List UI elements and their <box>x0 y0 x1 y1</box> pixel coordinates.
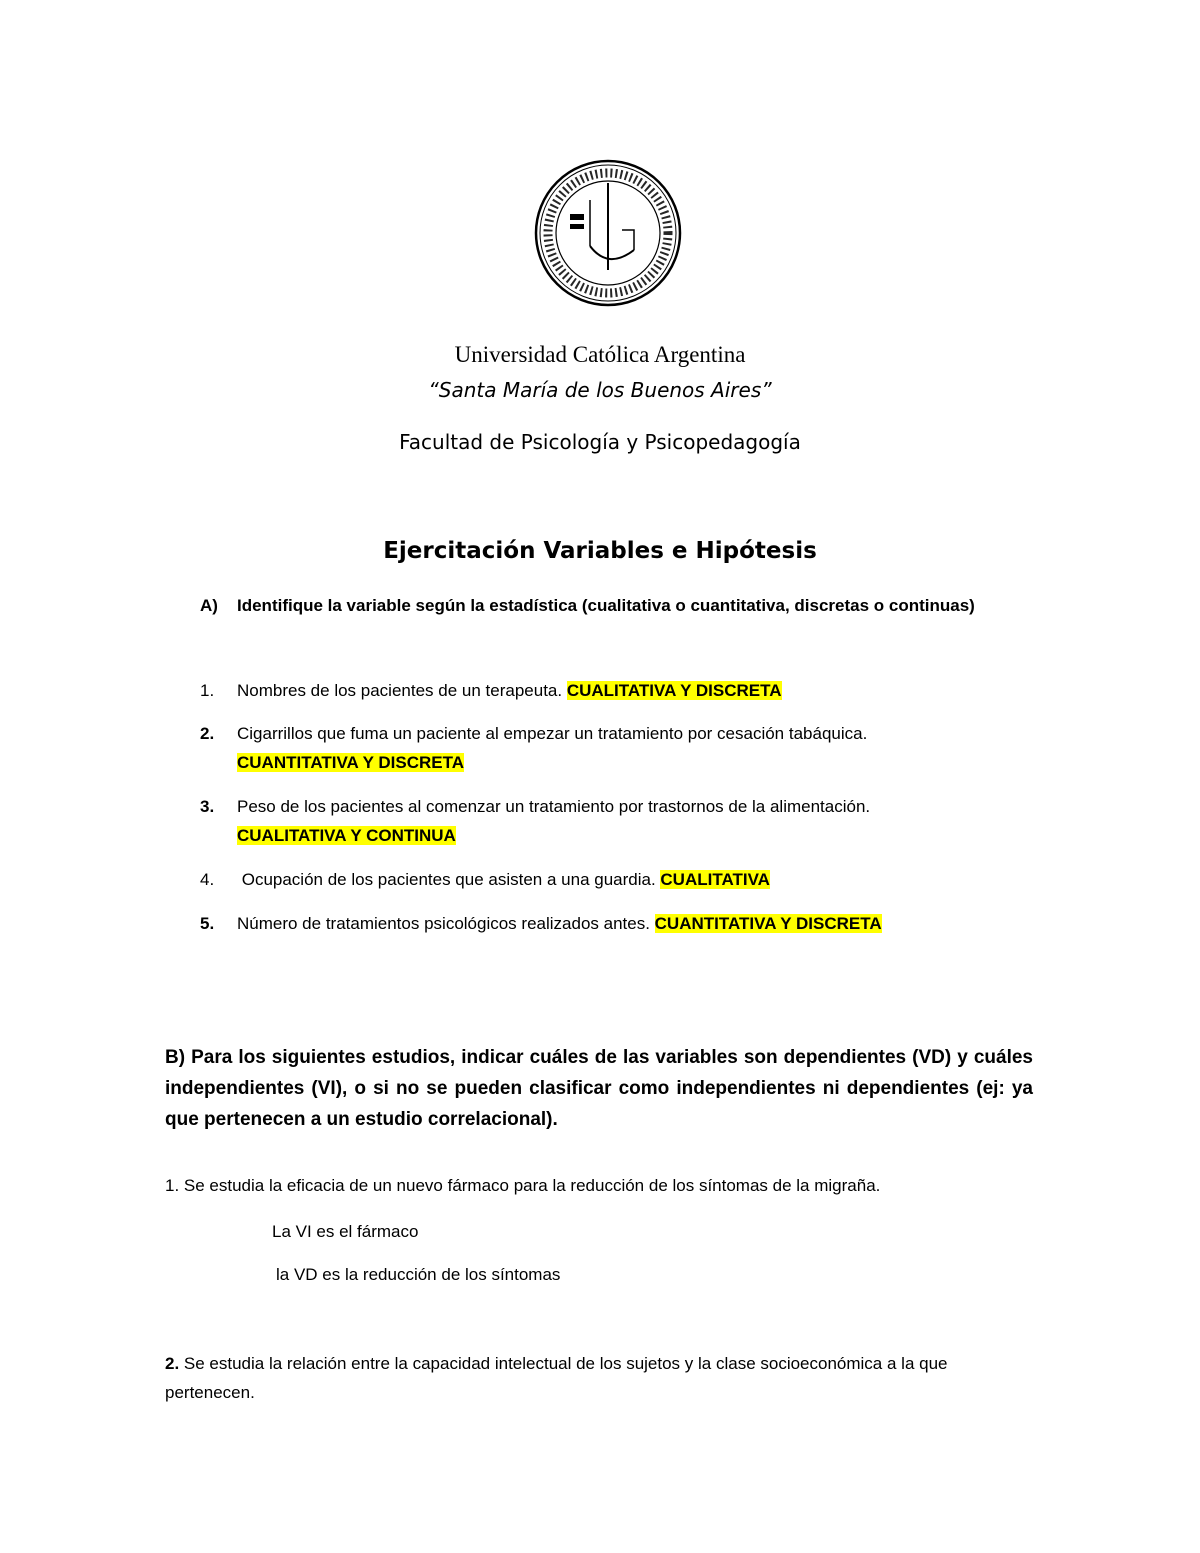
study-1-text: Se estudia la eficacia de un nuevo fármaco para la reducción de los síntomas de la migraña. <box>179 1176 881 1195</box>
item-number: 4. <box>200 870 215 889</box>
section-b-instruction: B) Para los siguientes estudios, indicar cuáles de las variables son dependientes (VD) y cuáles independientes (VI), o si no se pueden clasificar como independientes ni dependientes (ej: ya que pertenecen a un estudio correlacional). <box>165 1047 1033 1130</box>
study-1-number: 1. <box>165 1176 180 1195</box>
faculty-name: Facultad de Psicología y Psicopedagogía <box>399 430 801 454</box>
university-seal <box>530 158 686 308</box>
list-item <box>200 865 1000 894</box>
item-answer: CUALITATIVA Y DISCRETA <box>566 681 782 700</box>
item-number: 3. <box>200 797 215 816</box>
study-1 <box>165 1173 1065 1199</box>
study-1-vi: La VI es el fármaco <box>272 1222 419 1241</box>
study-2-number: 2. <box>165 1354 180 1373</box>
item-text: Ocupación de los pacientes que asisten a una guardia. <box>237 870 661 889</box>
item-answer: CUALITATIVA Y CONTINUA <box>237 826 456 845</box>
document-title: Ejercitación Variables e Hipótesis <box>383 538 817 564</box>
item-text: Peso de los pacientes al comenzar un tratamiento por trastornos de la alimentación. <box>237 797 871 816</box>
item-answer: CUANTITATIVA Y DISCRETA <box>654 914 882 933</box>
list-item <box>200 719 1000 777</box>
item-number: 2. <box>200 724 215 743</box>
study-2-text: Se estudia la relación entre la capacidad intelectual de los sujetos y la clase socioeconómica a la que pertenecen. <box>165 1354 948 1402</box>
item-number: 1. <box>200 681 215 700</box>
item-answer: CUALITATIVA <box>660 870 770 889</box>
section-a-text: Identifique la variable según la estadística (cualitativa o cuantitativa, discretas o continuas) <box>237 596 975 615</box>
list-item <box>200 676 1000 705</box>
university-name: Universidad Católica Argentina <box>454 342 746 367</box>
section-a-letter: A) <box>200 596 218 615</box>
list-item <box>200 909 1000 938</box>
study-1-vd: la VD es la reducción de los síntomas <box>276 1265 561 1284</box>
item-text: Número de tratamientos psicológicos realizados antes. <box>237 914 655 933</box>
study-2 <box>165 1349 1035 1407</box>
item-answer: CUANTITATIVA Y DISCRETA <box>237 753 464 772</box>
item-number: 5. <box>200 914 215 933</box>
item-text: Cigarrillos que fuma un paciente al empezar un tratamiento por cesación tabáquica. <box>237 724 868 743</box>
university-motto: “Santa María de los Buenos Aires” <box>428 378 772 402</box>
item-text: Nombres de los pacientes de un terapeuta. <box>237 681 567 700</box>
section-a-instruction <box>200 593 980 619</box>
list-item <box>200 792 1000 850</box>
